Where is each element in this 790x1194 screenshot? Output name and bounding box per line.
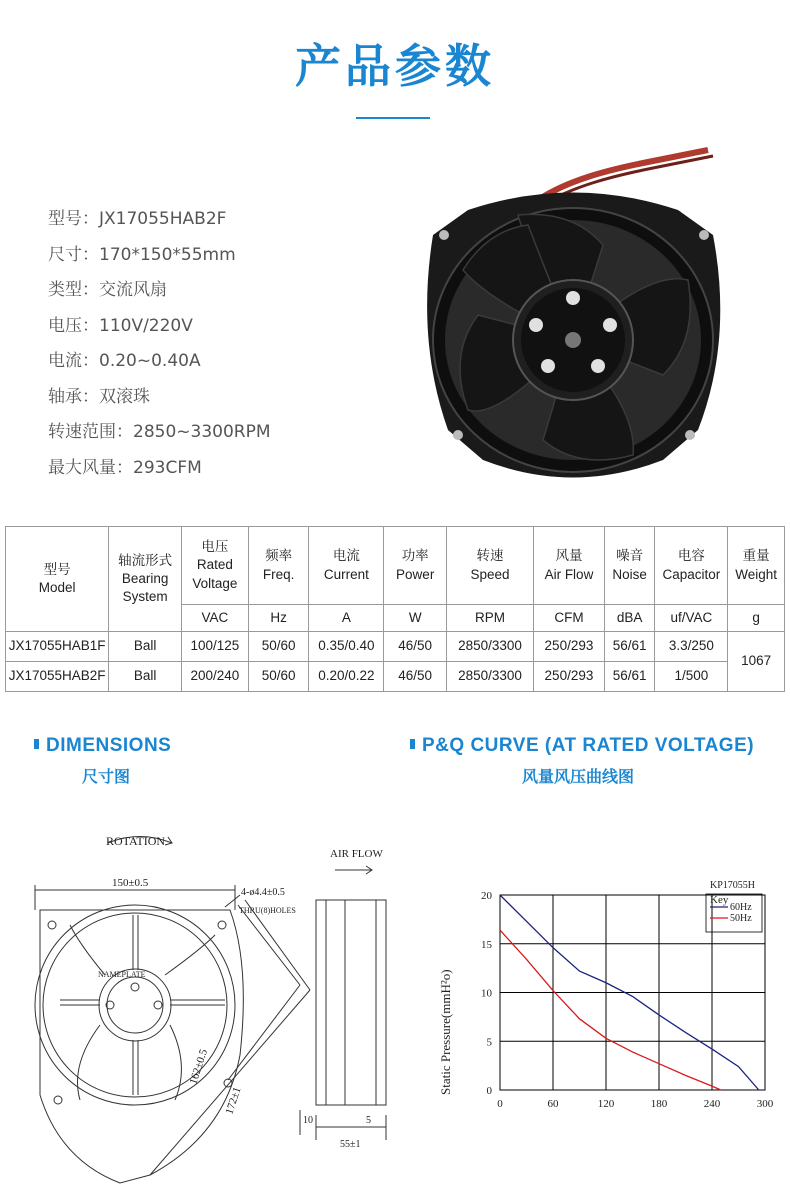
chart-title: KP17055H <box>710 880 756 891</box>
x-tick-label: 0 <box>497 1098 503 1110</box>
x-tick-label: 180 <box>650 1098 668 1110</box>
spec-row-type: 类型：交流风扇 <box>48 280 167 300</box>
table-row: JX17055HAB1F Ball 100/125 50/60 0.35/0.40 46/50 2850/3300 250/293 56/61 3.3/250 1067 <box>6 632 785 662</box>
spec-list <box>48 204 271 488</box>
table-unit-row: VAC Hz A W RPM CFM dBA uf/VAC g <box>6 605 785 632</box>
y-tick-label: 15 <box>481 938 492 951</box>
th-current: 电流 Current <box>309 527 384 605</box>
th-bearing: 轴流形式 Bearing System <box>109 527 182 632</box>
table-header-row <box>6 527 785 605</box>
th-airflow: 风量 Air Flow <box>534 527 605 605</box>
y-tick-label: 10 <box>481 987 492 1000</box>
curve-subheading: 风量风压曲线图 <box>522 767 635 786</box>
x-tick-label: 120 <box>597 1098 615 1110</box>
dimension-drawing <box>0 815 400 1194</box>
x-tick-label: 300 <box>756 1098 774 1110</box>
legend-label: 60Hz <box>730 902 752 913</box>
pq-chart <box>420 870 790 1130</box>
spec-row-airflow: 最大风量：293CFM <box>48 457 202 478</box>
airflow-label: AIR FLOW <box>330 848 383 860</box>
nameplate-label: NAMEPLATE <box>98 970 146 979</box>
holes-label: 4-ø4.4±0.5 <box>241 887 285 898</box>
x-tick-label: 60 <box>547 1098 559 1110</box>
rotation-label: ROTATION <box>106 834 166 848</box>
spec-row-size: 尺寸：170*150*55mm <box>48 244 236 265</box>
fan-photo <box>408 140 738 500</box>
spec-row-model: 型号：JX17055HAB2F <box>48 209 227 229</box>
y-tick-label: 0 <box>486 1085 492 1097</box>
curve-heading: P&Q CURVE (AT RATED VOLTAGE) <box>410 735 754 757</box>
flange-label: 10 <box>303 1115 313 1126</box>
th-noise: 噪音 Noise <box>604 527 655 605</box>
thru-label: THRU(8)HOLES <box>239 906 296 915</box>
spec-row-bearing: 轴承：双滚珠 <box>48 386 150 407</box>
page-title: 产品参数 <box>295 39 495 93</box>
table-row: JX17055HAB2F Ball 200/240 50/60 0.20/0.22 46/50 2850/3300 250/293 56/61 1/500 <box>6 662 785 692</box>
dimensions-heading: DIMENSIONS <box>34 735 171 757</box>
th-capacitor: 电容 Capacitor <box>655 527 728 605</box>
th-freq: 频率 Freq. <box>248 527 309 605</box>
d162-label: 162±0.5 <box>187 1047 211 1086</box>
series-line-50Hz <box>500 930 721 1090</box>
flange2-label: 5 <box>366 1115 371 1126</box>
spec-row-speed: 转速范围：2850~3300RPM <box>48 422 271 442</box>
d172-label: 172±1 <box>223 1085 244 1116</box>
th-weight: 重量 Weight <box>728 527 785 605</box>
y-axis-label: Static Pressure(mmH²o) <box>438 969 453 1095</box>
chart-grid <box>500 895 765 1090</box>
legend-title: Key <box>710 894 729 906</box>
spec-table <box>5 526 785 692</box>
title-underline <box>356 117 430 119</box>
spec-row-voltage: 电压：110V/220V <box>48 315 193 336</box>
depth-label: 55±1 <box>340 1139 361 1150</box>
y-tick-label: 5 <box>486 1036 492 1049</box>
th-power: 功率 Power <box>384 527 447 605</box>
weight-cell: 1067 <box>728 632 785 692</box>
y-tick-label: 20 <box>481 890 492 902</box>
th-voltage: 电压 Rated Voltage <box>182 527 249 605</box>
x-tick-label: 240 <box>703 1098 721 1110</box>
spec-row-current: 电流：0.20~0.40A <box>48 351 201 371</box>
bullet-icon <box>34 739 39 749</box>
dimensions-subheading: 尺寸图 <box>82 767 131 786</box>
th-model: 型号 Model <box>6 527 109 632</box>
th-speed: 转速 Speed <box>447 527 534 605</box>
legend-label: 50Hz <box>730 913 752 924</box>
bullet-icon <box>410 739 415 749</box>
width-label: 150±0.5 <box>112 877 149 889</box>
